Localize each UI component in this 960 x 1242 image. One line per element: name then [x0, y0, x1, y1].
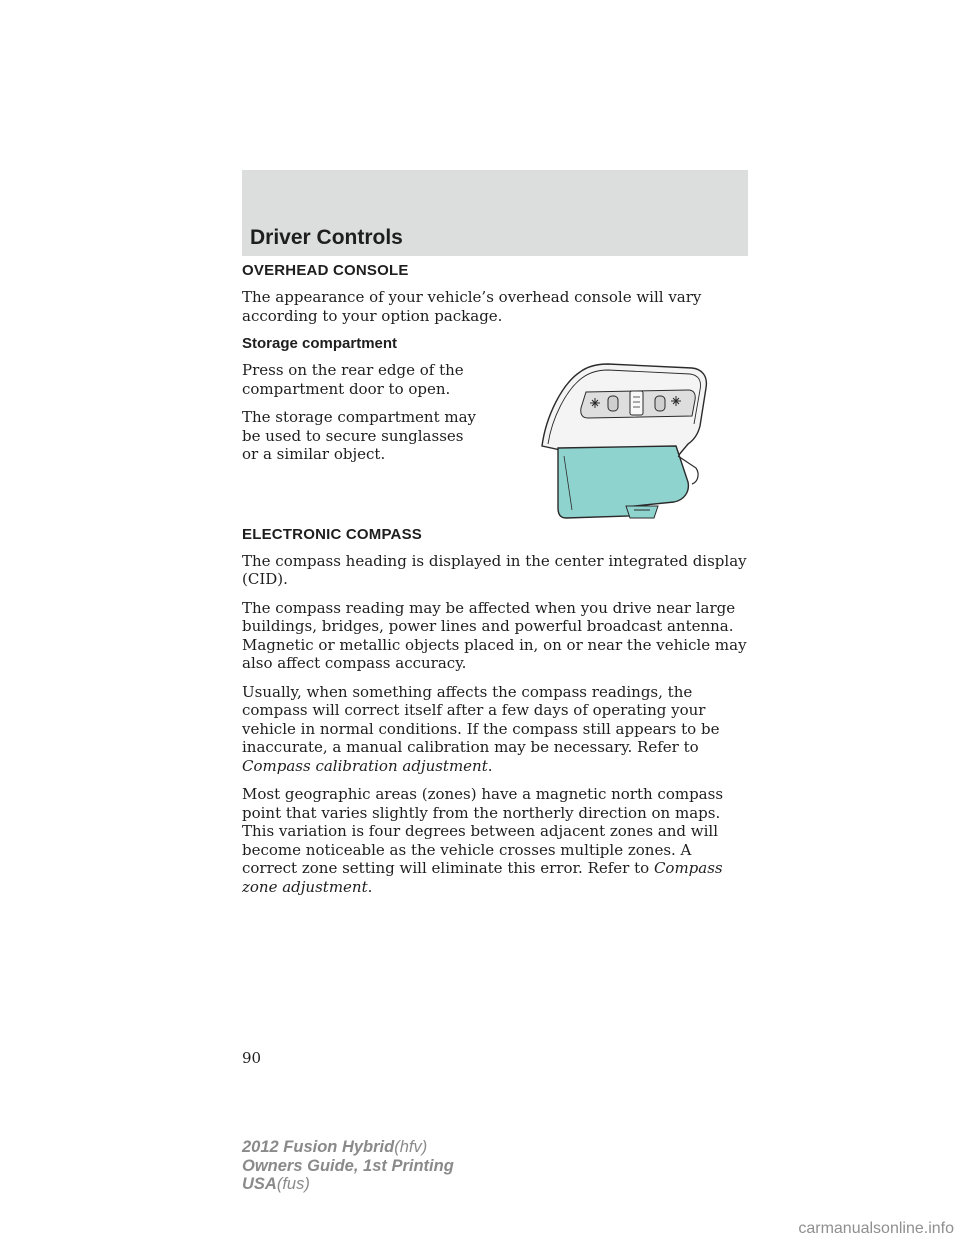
storage-paragraph-2: The storage compartment may be used to secure sunglasses or a similar object. — [242, 408, 477, 463]
overhead-console-heading: OVERHEAD CONSOLE — [242, 262, 409, 279]
compass-paragraph-1: The compass heading is displayed in the center integrated display (CID). — [242, 551, 747, 588]
overhead-console-section — [242, 262, 748, 464]
footer-market: USA — [242, 1175, 277, 1193]
storage-compartment-heading: Storage compartment — [242, 335, 398, 352]
electronic-compass-section — [242, 526, 748, 897]
document-footer — [242, 1138, 454, 1194]
footer-model-code: (hfv) — [394, 1138, 428, 1156]
section-title: Driver Controls — [250, 226, 403, 249]
footer-model: 2012 Fusion Hybrid — [242, 1138, 395, 1156]
compass-zone-reference: Compass zone adjustment — [242, 859, 723, 896]
compass-paragraph-3 — [242, 683, 748, 776]
page-number: 90 — [242, 1049, 262, 1067]
footer-market-code: (fus) — [276, 1175, 310, 1193]
compass-paragraph-4-end: . — [367, 877, 373, 896]
compass-paragraph-4 — [242, 785, 748, 896]
overhead-console-intro: The appearance of your vehicle’s overhead console will vary according to your option package. — [242, 288, 702, 325]
compass-calibration-reference: Compass calibration adjustment — [242, 756, 488, 775]
overhead-console-illustration — [528, 360, 724, 524]
page-content — [242, 262, 748, 906]
electronic-compass-heading: ELECTRONIC COMPASS — [242, 525, 422, 543]
compass-paragraph-4-text: Most geographic areas (zones) have a magnetic north compass point that varies slightly from the northerly direction on maps. This variation is four degrees between adjacent zones and will become noticeable as the vehicle crosses multiple zones. A correct zone setting will eliminate this error. Refer to — [242, 785, 724, 877]
compass-paragraph-3-end: . — [487, 756, 493, 775]
compass-paragraph-2: The compass reading may be affected when you drive near large buildings, bridges, power lines and powerful broadcast antenna. Magnetic or metallic objects placed in, on or near the vehicle may also affect compass accuracy. — [242, 598, 747, 672]
section-header-band — [242, 170, 748, 256]
watermark: carmanualsonline.info — [798, 1220, 954, 1237]
footer-guide: Owners Guide, 1st Printing — [242, 1156, 454, 1175]
storage-paragraph-1: Press on the rear edge of the compartment door to open. — [242, 361, 464, 398]
compass-paragraph-3-text: Usually, when something affects the compass readings, the compass will correct itself after a few days of operating your vehicle in normal conditions. If the compass still appears to be inaccurate, a manual calibration may be necessary. Refer to — [242, 682, 720, 756]
